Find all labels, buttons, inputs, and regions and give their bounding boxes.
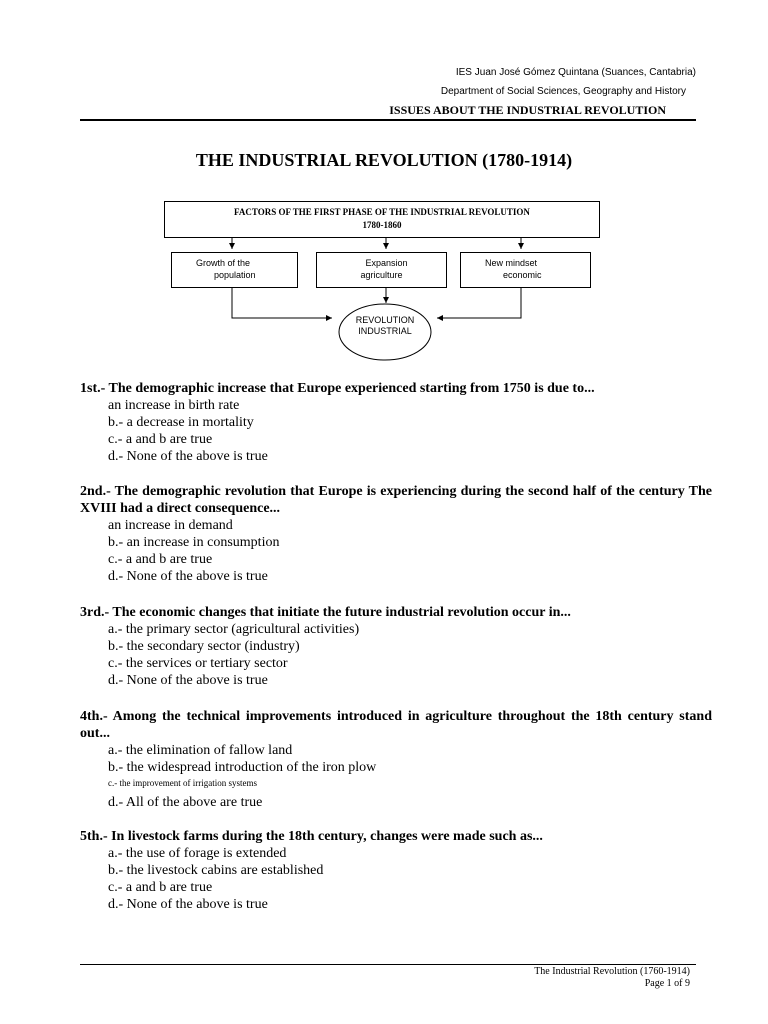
factor1-line1: Growth of the xyxy=(196,258,251,268)
question-4-option-a: a.- the elimination of fallow land xyxy=(108,743,293,758)
question-1-option-b: b.- a decrease in mortality xyxy=(108,415,254,430)
factors-title: FACTORS OF THE FIRST PHASE OF THE INDUSTRIAL REVOLUTION xyxy=(234,207,530,217)
factors-title-box xyxy=(164,201,600,238)
factor1-line2: population xyxy=(214,270,256,280)
result-label xyxy=(339,315,431,337)
question-4 xyxy=(80,708,712,811)
question-2-option-d: d.- None of the above is true xyxy=(108,569,268,584)
footer-page-number: Page 1 of 9 xyxy=(644,978,690,989)
question-4-option-b: b.- the widespread introduction of the iron plow xyxy=(108,760,377,775)
question-3-option-a: a.- the primary sector (agricultural activities) xyxy=(108,622,360,637)
page-title: THE INDUSTRIAL REVOLUTION (1780-1914) xyxy=(195,150,573,170)
question-2-text: 2nd.- The demographic revolution that Europe is experiencing during the second half of the century The XVIII had a direct consequence... xyxy=(80,484,712,516)
question-3-option-b: b.- the secondary sector (industry) xyxy=(108,639,300,654)
question-2-option-b: b.- an increase in consumption xyxy=(108,535,280,550)
question-2-option-a: an increase in demand xyxy=(108,518,233,533)
result-line2: INDUSTRIAL xyxy=(358,326,412,336)
question-3 xyxy=(80,604,712,689)
question-4-option-c: c.- the improvement of irrigation systems xyxy=(108,778,257,788)
factor-box-population xyxy=(171,252,298,288)
department-name: Department of Social Sciences, Geography and History xyxy=(440,86,686,97)
question-1 xyxy=(80,380,712,465)
question-1-text: 1st.- The demographic increase that Europe experienced starting from 1750 is due to... xyxy=(80,381,595,396)
question-3-text: 3rd.- The economic changes that initiate the future industrial revolution occur in... xyxy=(80,605,571,620)
school-name: IES Juan José Gómez Quintana (Suances, Cantabria) xyxy=(455,67,696,78)
footer-title: The Industrial Revolution (1760-1914) xyxy=(534,966,690,977)
factor3-line1: New mindset xyxy=(485,258,538,268)
factor3-line2: economic xyxy=(503,270,542,280)
result-line1: REVOLUTION xyxy=(355,315,415,325)
subject-title: ISSUES ABOUT THE INDUSTRIAL REVOLUTION xyxy=(389,103,666,117)
factors-years: 1780-1860 xyxy=(362,220,402,230)
question-3-option-d: d.- None of the above is true xyxy=(108,673,268,688)
question-5-option-c: c.- a and b are true xyxy=(108,880,213,895)
factor2-line2: agriculture xyxy=(360,270,403,280)
factor-box-agriculture xyxy=(316,252,447,288)
question-4-option-d: d.- All of the above are true xyxy=(108,795,263,810)
question-2 xyxy=(80,483,712,585)
footer-divider xyxy=(80,964,696,965)
question-5 xyxy=(80,828,712,913)
question-2-option-c: c.- a and b are true xyxy=(108,552,213,567)
question-1-option-a: an increase in birth rate xyxy=(108,398,240,413)
question-4-text: 4th.- Among the technical improvements introduced in agriculture throughout the 18th century stand out... xyxy=(80,709,712,741)
question-3-option-c: c.- the services or tertiary sector xyxy=(108,656,288,671)
question-1-option-d: d.- None of the above is true xyxy=(108,449,268,464)
question-5-option-d: d.- None of the above is true xyxy=(108,897,268,912)
factor-box-mindset xyxy=(460,252,591,288)
question-5-text: 5th.- In livestock farms during the 18th century, changes were made such as... xyxy=(80,829,543,844)
factor2-line1: Expansion xyxy=(365,258,408,268)
question-5-option-b: b.- the livestock cabins are established xyxy=(108,863,324,878)
question-5-option-a: a.- the use of forage is extended xyxy=(108,846,287,861)
arrow-factor1-to-result xyxy=(232,288,332,318)
question-1-option-c: c.- a and b are true xyxy=(108,432,213,447)
arrow-factor3-to-result xyxy=(437,288,521,318)
